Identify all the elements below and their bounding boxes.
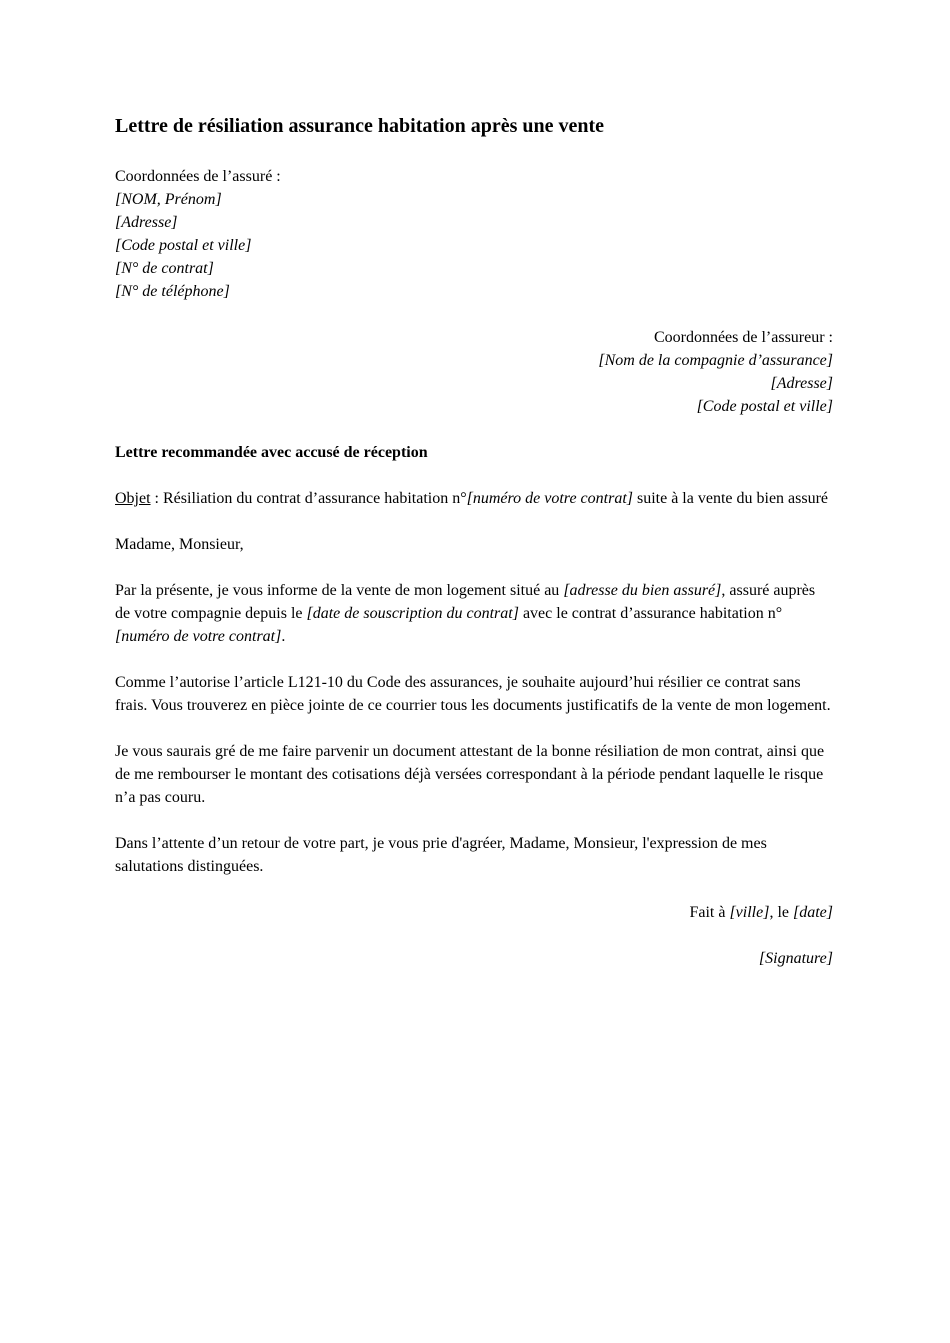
sale-text-4: . bbox=[281, 628, 286, 645]
subject-text-after: suite à la vente du bien assuré bbox=[632, 490, 829, 507]
insurer-contact-block bbox=[115, 326, 833, 418]
insurer-company-placeholder: [Nom de la compagnie d’assurance] bbox=[598, 352, 833, 369]
date-placeholder: [date] bbox=[793, 904, 833, 921]
insured-name-placeholder: [NOM, Prénom] bbox=[115, 191, 222, 208]
paragraph-refund: Je vous saurais gré de me faire parvenir un document attestant de la bonne résiliation de mon contrat, ainsi que de me rembourser le montant des cotisations déjà versées correspondant à la période pendant laquelle le risque n’a pas couru. bbox=[115, 743, 825, 806]
paragraph-sale bbox=[115, 579, 833, 648]
insured-contract-placeholder: [N° de contrat] bbox=[115, 260, 214, 277]
subject-label: Objet bbox=[115, 490, 151, 507]
signature-line: [Signature] bbox=[758, 950, 833, 967]
insurer-postal-city-placeholder: [Code postal et ville] bbox=[696, 398, 833, 415]
sale-text-1: Par la présente, je vous informe de la vente de mon logement situé au bbox=[115, 582, 564, 599]
paragraph-closing: Dans l’attente d’un retour de votre part, je vous prie d'agréer, Madame, Monsieur, l'expression de mes salutations distinguées. bbox=[115, 835, 767, 875]
sale-text-2: , assuré auprès de votre compagnie depuis le bbox=[115, 582, 816, 622]
address-placeholder: [adresse du bien assuré] bbox=[563, 582, 722, 599]
place-date-text-1: Fait à bbox=[689, 904, 730, 921]
paragraph-law: Comme l’autorise l’article L121-10 du Code des assurances, je souhaite aujourd’hui résilier ce contrat sans frais. Vous trouverez en pièce jointe de ce courrier tous les documents justificatifs de la vente de mon logement. bbox=[115, 674, 831, 714]
contract-number-placeholder: [numéro de votre contrat] bbox=[115, 628, 282, 645]
insured-contact-block bbox=[115, 165, 833, 303]
sale-text-3: avec le contrat d’assurance habitation n° bbox=[518, 605, 783, 622]
subscription-date-placeholder: [date de souscription du contrat] bbox=[306, 605, 519, 622]
city-placeholder: [ville] bbox=[729, 904, 770, 921]
salutation: Madame, Monsieur, bbox=[115, 536, 244, 553]
insured-contact-heading: Coordonnées de l’assuré : bbox=[115, 168, 281, 185]
insured-phone-placeholder: [N° de téléphone] bbox=[115, 283, 230, 300]
letter-title: Lettre de résiliation assurance habitation après une vente bbox=[115, 115, 605, 137]
insured-address-placeholder: [Adresse] bbox=[115, 214, 178, 231]
insurer-address-placeholder: [Adresse] bbox=[770, 375, 833, 392]
place-date-line bbox=[115, 901, 833, 924]
insurer-contact-heading: Coordonnées de l’assureur : bbox=[653, 329, 833, 346]
subject-text-before: : Résiliation du contrat d’assurance habitation n° bbox=[150, 490, 467, 507]
subject-contract-placeholder: [numéro de votre contrat] bbox=[466, 490, 633, 507]
subject-line bbox=[115, 487, 833, 510]
place-date-text-2: , le bbox=[769, 904, 793, 921]
insured-postal-city-placeholder: [Code postal et ville] bbox=[115, 237, 252, 254]
registered-mail-line: Lettre recommandée avec accusé de réception bbox=[115, 444, 428, 461]
